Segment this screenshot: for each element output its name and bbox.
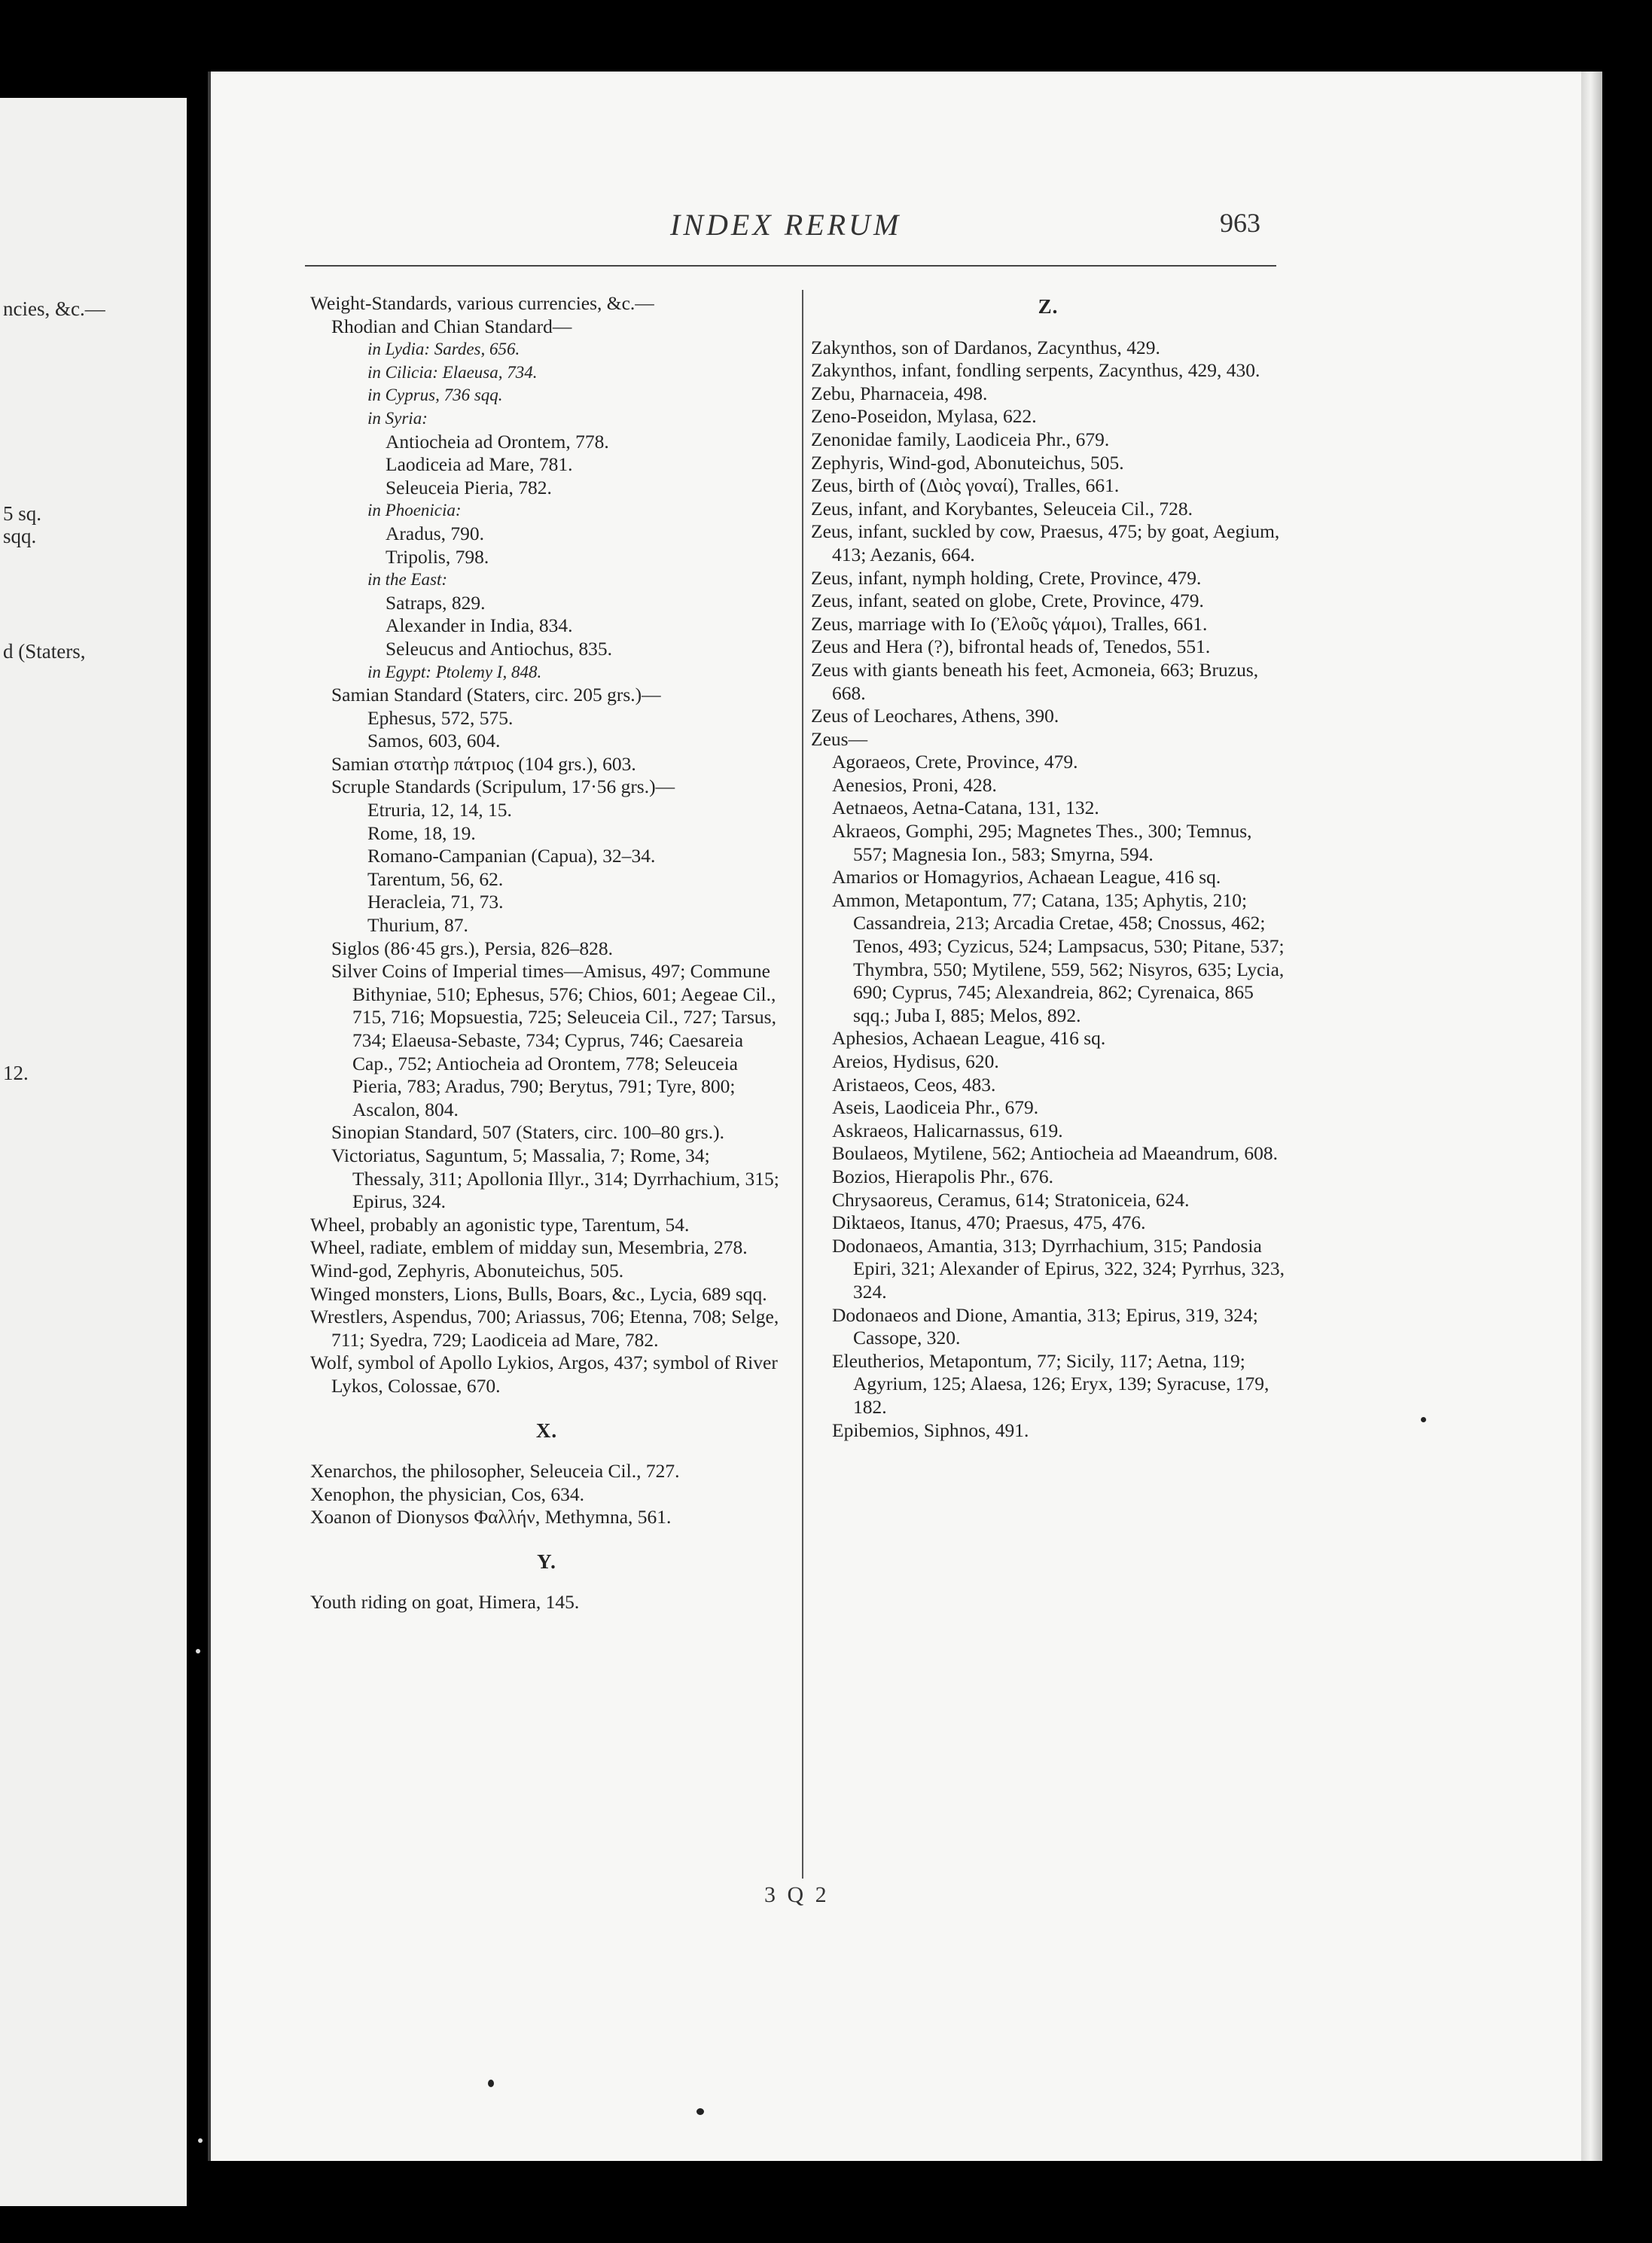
index-entry: Xoanon of Dionysos Φαλλήν, Methymna, 561. [310,1506,672,1528]
index-subentry: Aenesios, Proni, 428. [832,773,997,796]
index-subentry: Dodonaeos and Dione, Amantia, 313; Epirus, 319, 324; Cassope, 320. [832,1303,1258,1349]
index-subentry: Bozios, Hierapolis Phr., 676. [832,1165,1053,1187]
index-subentry: Alexander in India, 834. [386,614,573,637]
right-column [811,292,1285,1442]
index-subentry: Boulaeos, Mytilene, 562; Antiocheia ad Maeandrum, 608. [832,1142,1279,1165]
index-entry: Wolf, symbol of Apollo Lykios, Argos, 437; symbol of River Lykos, Colossae, 670. [310,1352,778,1397]
index-subentry: Aphesios, Achaean League, 416 sq. [832,1027,1106,1050]
index-subentry: Epibemios, Siphnos, 491. [832,1419,1029,1441]
index-subentry: Rome, 18, 19. [367,821,476,844]
section-heading-y: Y. [537,1550,556,1573]
index-entry: Zeus with giants beneath his feet, Acmoneia, 663; Bruzus, 668. [811,658,1259,704]
index-subentry: Seleuceia Pieria, 782. [386,476,552,498]
index-subentry: Rhodian and Chian Standard— [331,315,572,337]
index-entry: Zeno-Poseidon, Mylasa, 622. [811,405,1037,428]
index-subentry: Ephesus, 572, 575. [367,706,514,729]
index-entry: Wheel, probably an agonistic type, Tarentum, 54. [310,1213,690,1236]
index-subentry: in Syria: [367,408,428,428]
scan-speck [198,2138,203,2143]
index-subentry: Areios, Hydisus, 620. [832,1050,999,1072]
index-entry: Zeus, infant, nymph holding, Crete, Province, 479. [811,566,1202,589]
page-number: 963 [1220,208,1260,238]
index-entry: Xenarchos, the philosopher, Seleuceia Cil., 727. [310,1460,680,1483]
index-subentry: Laodiceia ad Mare, 781. [386,453,573,476]
facing-page-fragment: ncies, &c.— [3,297,105,320]
index-subentry: Amarios or Homagyrios, Achaean League, 416 sq. [832,866,1221,888]
index-entry: Zeus, birth of (Διὸς γοναί), Tralles, 661. [811,474,1120,497]
index-subentry: Samian Standard (Staters, circ. 205 grs.)— [331,684,661,706]
index-subentry: Tarentum, 56, 62. [367,867,504,890]
index-subentry: in Cyprus, 736 sqq. [367,386,503,405]
index-subentry: Victoriatus, Saguntum, 5; Massalia, 7; Rome, 34; Thessaly, 311; Apollonia Illyr., 314; Dyrrhachium, 315; Epirus, 324. [331,1144,779,1213]
index-subentry: Chrysaoreus, Ceramus, 614; Stratoniceia, 624. [832,1188,1190,1211]
facing-page-fragment: d (Staters, [3,640,86,663]
index-subentry: Thurium, 87. [367,914,468,937]
facing-page-fragment: 12. [3,1062,29,1084]
header-rule [305,265,1276,267]
index-subentry: Romano-Campanian (Capua), 32–34. [367,845,656,867]
index-subentry: Heracleia, 71, 73. [367,891,504,913]
index-subentry: Tripolis, 798. [386,545,489,568]
index-subentry: in Phoenicia: [367,501,462,520]
index-entry: Xenophon, the physician, Cos, 634. [310,1483,585,1505]
index-subentry: Antiocheia ad Orontem, 778. [386,430,609,453]
index-entry: Zeus of Leochares, Athens, 390. [811,705,1059,727]
index-subentry: Aristaeos, Ceos, 483. [832,1073,996,1096]
section-heading-z: Z. [1038,295,1059,318]
page-edge-shadow [1581,72,1602,2161]
index-entry: Zephyris, Wind-god, Abonuteichus, 505. [811,451,1124,474]
index-subentry: Etruria, 12, 14, 15. [367,799,512,821]
index-subentry: Seleucus and Antiochus, 835. [386,637,613,660]
scan-speck [488,2080,494,2087]
index-entry: Zenonidae family, Laodiceia Phr., 679. [811,428,1110,450]
index-entry: Wrestlers, Aspendus, 700; Ariassus, 706; Etenna, 708; Selge, 711; Syedra, 729; Laodiceia ad Mare, 782. [310,1306,779,1351]
index-subentry: Samos, 603, 604. [367,730,501,752]
facing-page-fragment: 5 sq. [3,502,42,525]
index-entry: Youth riding on goat, Himera, 145. [310,1591,580,1614]
index-subentry: in the East: [367,570,448,590]
index-subentry: Siglos (86·45 grs.), Persia, 826–828. [331,937,613,959]
index-subentry: Askraeos, Halicarnassus, 619. [832,1119,1063,1141]
index-entry: Zeus— [811,727,868,750]
left-column [310,292,783,1614]
scan-speck [196,1649,200,1653]
index-entry: Zeus, marriage with Io (Ἐλοῦς γάμοι), Tralles, 661. [811,612,1208,635]
index-subentry: Sinopian Standard, 507 (Staters, circ. 100–80 grs.). [331,1121,724,1144]
index-subentry: Satraps, 829. [386,591,486,614]
index-subentry: Eleutherios, Metapontum, 77; Sicily, 117; Aetna, 119; Agyrium, 125; Alaesa, 126; Eryx, 139; Syracuse, 179, 182. [832,1349,1269,1418]
index-subentry: Aradus, 790. [386,522,485,544]
index-entry: Zeus and Hera (?), bifrontal heads of, Tenedos, 551. [811,635,1211,658]
index-subentry: Scruple Standards (Scripulum, 17·56 grs.)— [331,776,675,798]
facing-page-edge [0,98,187,2206]
column-divider [802,290,803,1879]
index-entry: Zeus, infant, and Korybantes, Seleuceia Cil., 728. [811,497,1193,520]
running-head: INDEX RERUM [670,208,902,242]
index-subentry: Dodonaeos, Amantia, 313; Dyrrhachium, 315; Pandosia Epiri, 321; Alexander of Epirus, 322, 324; Pyrrhus, 323, 324. [832,1234,1285,1303]
scan-speck [1421,1417,1426,1422]
index-subentry: Samian στατὴρ πάτριος (104 grs.), 603. [331,752,636,775]
index-entry: Zebu, Pharnaceia, 498. [811,382,988,404]
index-entry: Zeus, infant, seated on globe, Crete, Province, 479. [811,590,1204,612]
section-heading-x: X. [535,1419,558,1442]
index-subentry: in Egypt: Ptolemy I, 848. [367,662,542,681]
index-subentry: Diktaeos, Itanus, 470; Praesus, 475, 476. [832,1211,1146,1234]
index-entry: Wheel, radiate, emblem of midday sun, Mesembria, 278. [310,1236,748,1259]
index-subentry: Ammon, Metapontum, 77; Catana, 135; Aphytis, 210; Cassandreia, 213; Arcadia Cretae, 458; Cnossus, 462; Tenos, 493; Cyzicus, 524; Lampsacus, 530; Pitane, 537; Thymbra, 550; Mytilene, 559, 562; Nisyros, 635; Lycia, 690; Cyprus, 745; Alexandreia, 862; Cyrenaica, 865 sqq.; Juba I, 885; Melos, 892. [832,888,1285,1026]
index-subentry: in Lydia: Sardes, 656. [367,340,520,359]
index-subentry: Silver Coins of Imperial times—Amisus, 497; Commune Bithyniae, 510; Ephesus, 576; Chios, 601; Aegeae Cil., 715, 716; Mopsuestia, 725; Seleuceia Cil., 727; Tarsus, 734; Elaeusa-Sebaste, 734; Cyprus, 746; Caesareia Cap., 752; Antiocheia ad Orontem, 778; Seleuceia Pieria, 783; Aradus, 790; Berytus, 791; Tyre, 800; Ascalon, 804. [331,960,776,1120]
index-entry: Weight-Standards, various currencies, &c.— [310,292,654,314]
index-entry: Winged monsters, Lions, Bulls, Boars, &c., Lycia, 689 sqq. [310,1282,767,1305]
index-subentry: Aetnaeos, Aetna-Catana, 131, 132. [832,797,1099,819]
signature-mark: 3 Q 2 [764,1882,830,1907]
facing-page-fragment: sqq. [3,525,37,547]
index-subentry: Aseis, Laodiceia Phr., 679. [832,1096,1039,1119]
index-subentry: Akraeos, Gomphi, 295; Magnetes Thes., 300; Temnus, 557; Magnesia Ion., 583; Smyrna, 594. [832,820,1252,865]
index-subentry: Agoraeos, Crete, Province, 479. [832,751,1078,773]
index-entry: Zeus, infant, suckled by cow, Praesus, 475; by goat, Aegium, 413; Aezanis, 664. [811,520,1280,565]
index-entry: Zakynthos, infant, fondling serpents, Zacynthus, 429, 430. [811,359,1260,382]
scan-speck [696,2108,704,2115]
index-entry: Wind-god, Zephyris, Abonuteichus, 505. [310,1259,624,1281]
index-subentry: in Cilicia: Elaeusa, 734. [367,362,538,382]
index-entry: Zakynthos, son of Dardanos, Zacynthus, 429. [811,336,1160,358]
